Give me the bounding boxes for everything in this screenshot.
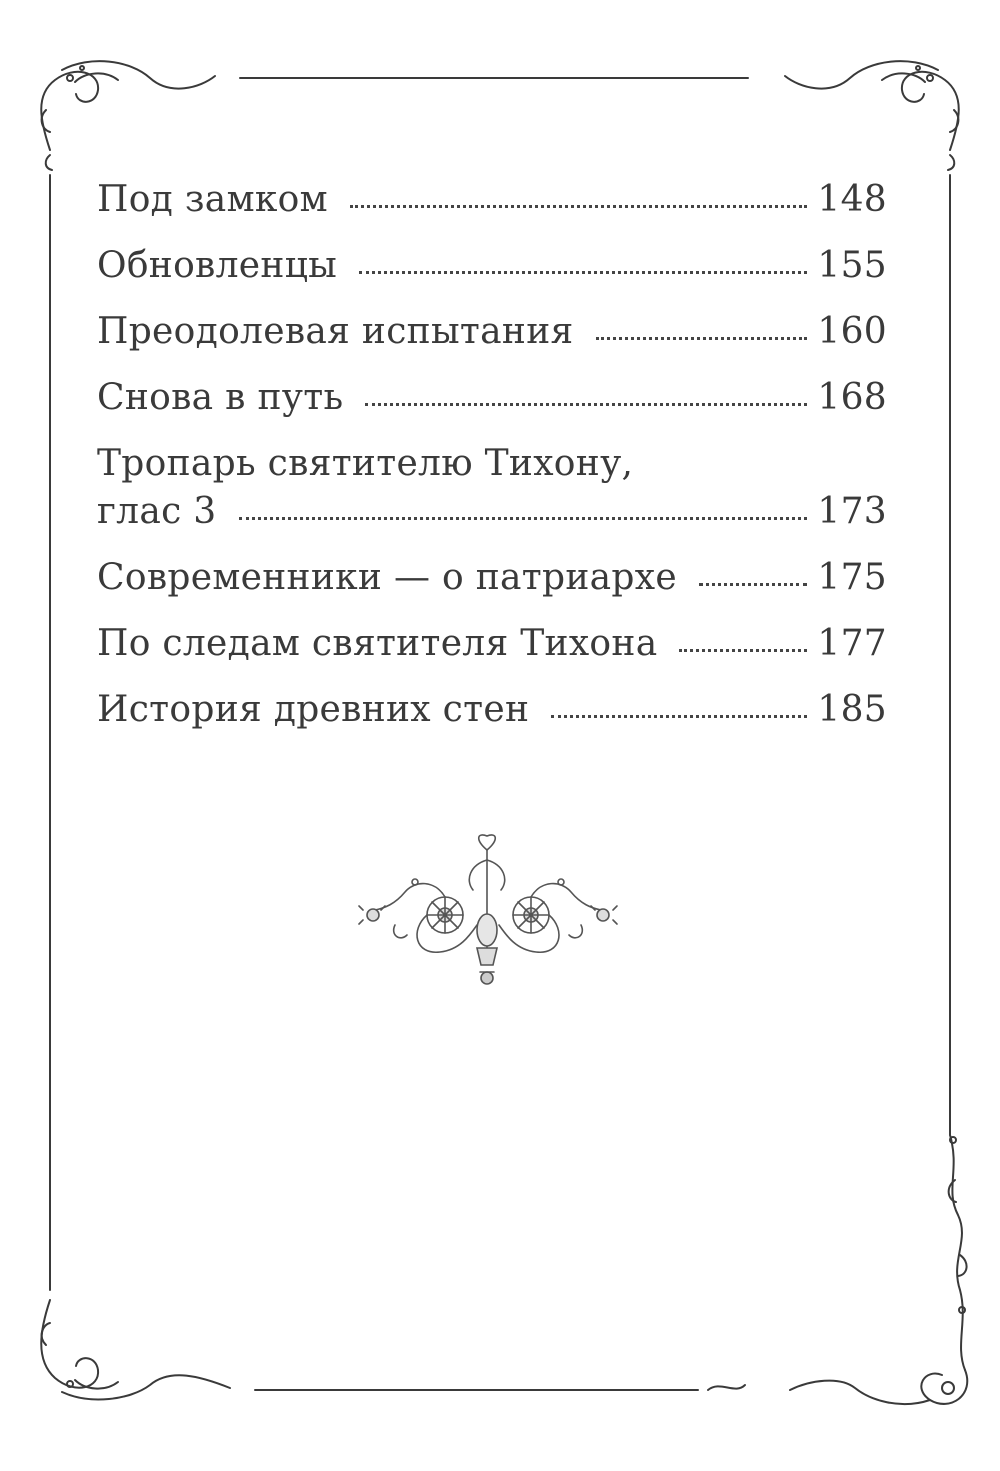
toc-entry-title-line1: Тропарь святителю Тихону, [97,443,634,484]
toc-leader-dots [359,271,807,274]
toc-entry[interactable] [97,178,887,222]
toc-entry-page: 148 [817,179,887,220]
toc-entry-page: 160 [817,311,887,352]
toc-entry-title: Обновленцы [97,245,338,286]
corner-flourish-top-right-icon [785,61,959,170]
toc-leader-dots [596,337,808,340]
toc-entry-title: Под замком [97,179,328,220]
toc-leader-dots [699,583,807,586]
floral-vignette-icon [355,830,620,1000]
toc-leader-dots [239,517,808,520]
toc-entry-page: 177 [817,623,887,664]
toc-entry-title: Современники — о патриархе [97,557,677,598]
corner-flourish-top-left-icon [41,61,215,170]
toc-entry-title: История древних стен [97,689,530,730]
corner-flourish-bottom-left-icon [41,1300,230,1399]
toc-leader-dots [365,403,807,406]
toc-entry[interactable] [97,310,887,354]
table-of-contents [97,178,887,754]
toc-entry-title: Преодолевая испытания [97,311,574,352]
toc-entry-title: Снова в путь [97,377,344,418]
toc-entry-page: 168 [817,377,887,418]
toc-entry-title-line2: глас 3 [97,491,217,532]
toc-leader-dots [679,649,807,652]
toc-entry[interactable] [97,442,887,534]
corner-flourish-bottom-right-icon [708,1135,967,1404]
toc-entry-page: 175 [817,557,887,598]
toc-leader-dots [551,715,807,718]
toc-entry-last-line [97,490,887,534]
toc-entry-page: 173 [817,491,887,532]
toc-entry[interactable] [97,376,887,420]
toc-entry[interactable] [97,688,887,732]
toc-entry-page: 185 [817,689,887,730]
toc-leader-dots [350,205,807,208]
toc-entry-title: По следам святителя Тихона [97,623,658,664]
toc-entry[interactable] [97,622,887,666]
toc-entry[interactable] [97,556,887,600]
toc-entry-page: 155 [817,245,887,286]
toc-entry[interactable] [97,244,887,288]
